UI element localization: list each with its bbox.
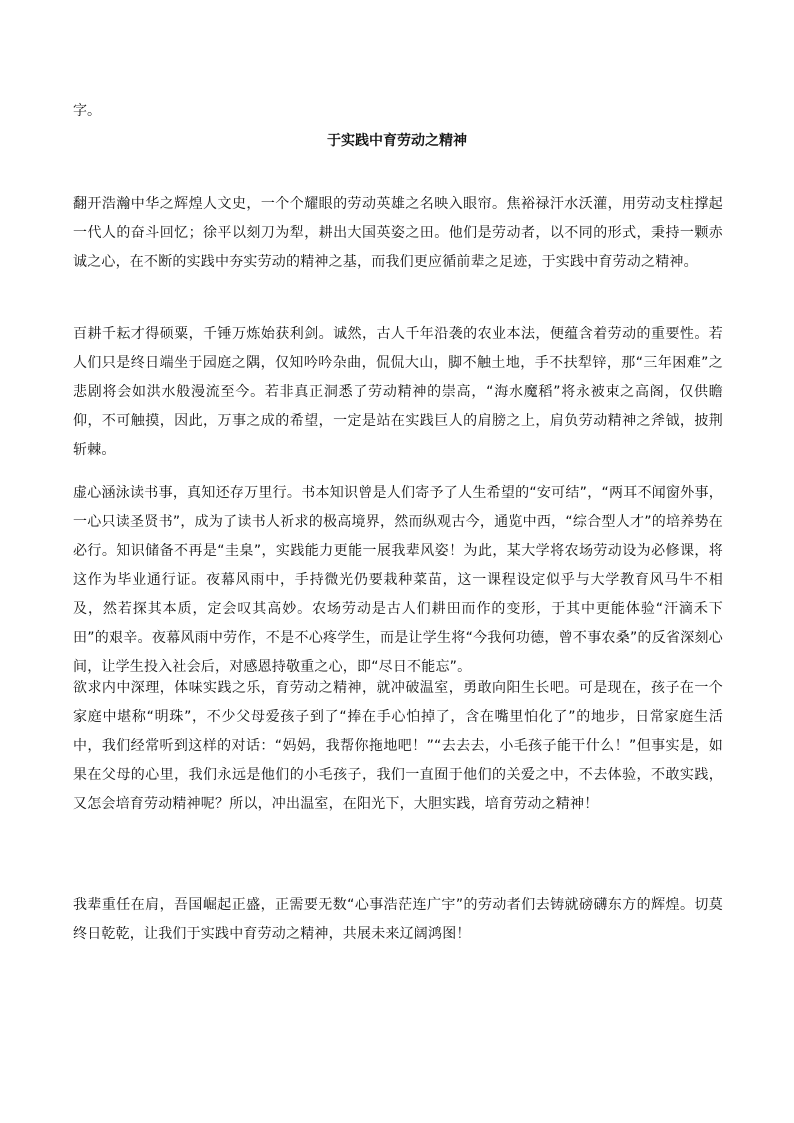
essay-title: 于实践中育劳动之精神 bbox=[327, 133, 467, 149]
essay-paragraph-2: 百耕千耘才得硕粟，千锤万炼始获利剑。诚然，古人千年沿袭的农业本法，便蕴含着劳动的重要性。若人们只是终日端坐于园庭之隅，仅知吟吟杂曲，侃侃大山，脚不触土地，手不扶犁锌，那“三年困难”之悲剧将会如洪水般漫流至今。若非真正洞悉了劳动精神的崇高，“海水魔稻”将永被束之高阁，仅供瞻仰，不可触摸，因此，万事之成的希望，一定是站在实践巨人的肩膀之上，肩负劳动精神之斧钺，披荆斩棘。 bbox=[73, 326, 723, 458]
essay-paragraph-5: 我辈重任在肩，吾国崛起正盛，正需要无数“心事浩茫连广宇”的劳动者们去铸就磅礴东方的辉煌。切莫终日乾乾，让我们于实践中育劳动之精神，共展未来辽阔鸿图！ bbox=[73, 897, 723, 942]
essay-paragraph-3: 虚心涵泳读书事，真知还存万里行。书本知识曾是人们寄予了人生希望的“安可结”，“两耳不闻窗外事，一心只读圣贤书”，成为了读书人祈求的极高境界，然而纵观古今，通览中西，“综合型人才”的培养势在必行。知识储备不再是“圭臬”，实践能力更能一展我辈风姿！为此，某大学将农场劳动设为必修课，将这作为毕业通行证。夜幕风雨中，手持微光仍要栽种菜苗，这一课程设定似乎与大学教育风马牛不相及，然若探其本质，定会叹其高妙。农场劳动是古人们耕田而作的变形，于其中更能体验“汗滴禾下田”的艰辛。夜幕风雨中劳作，不是不心疼学生，而是让学生将“今我何功德，曾不事农桑”的反省深刻心间，让学生投入社会后，对感恩持敬重之心，即“尽日不能忘”。 bbox=[73, 485, 723, 675]
essay-paragraph-1: 翻开浩瀚中华之辉煌人文史，一个个耀眼的劳动英雄之名映入眼帘。焦裕禄汗水沃灌，用劳动支柱撑起一代人的奋斗回忆；徐平以刻刀为犁，耕出大国英姿之田。他们是劳动者，以不同的形式，秉持一颗赤诚之心，在不断的实践中夯实劳动的精神之基，而我们更应循前辈之足迹，于实践中育劳动之精神。 bbox=[73, 196, 723, 270]
essay-paragraph-4: 欲求内中深理，体味实践之乐，育劳动之精神，就冲破温室，勇敢向阳生长吧。可是现在，孩子在一个家庭中堪称“明珠”，不少父母爱孩子到了“捧在手心怕掉了，含在嘴里怕化了”的地步，日常家庭生活中，我们经常听到这样的对话：“妈妈，我帮你拖地吧！”“去去去，小毛孩子能干什么！”但事实是，如果在父母的心里，我们永远是他们的小毛孩子，我们一直囿于他们的关爱之中，不去体验，不敢实践，又怎会培育劳动精神呢？所以，冲出温室，在阳光下，大胆实践，培育劳动之精神！ bbox=[73, 680, 723, 812]
previous-page-tail-text: 字。 bbox=[73, 103, 101, 119]
